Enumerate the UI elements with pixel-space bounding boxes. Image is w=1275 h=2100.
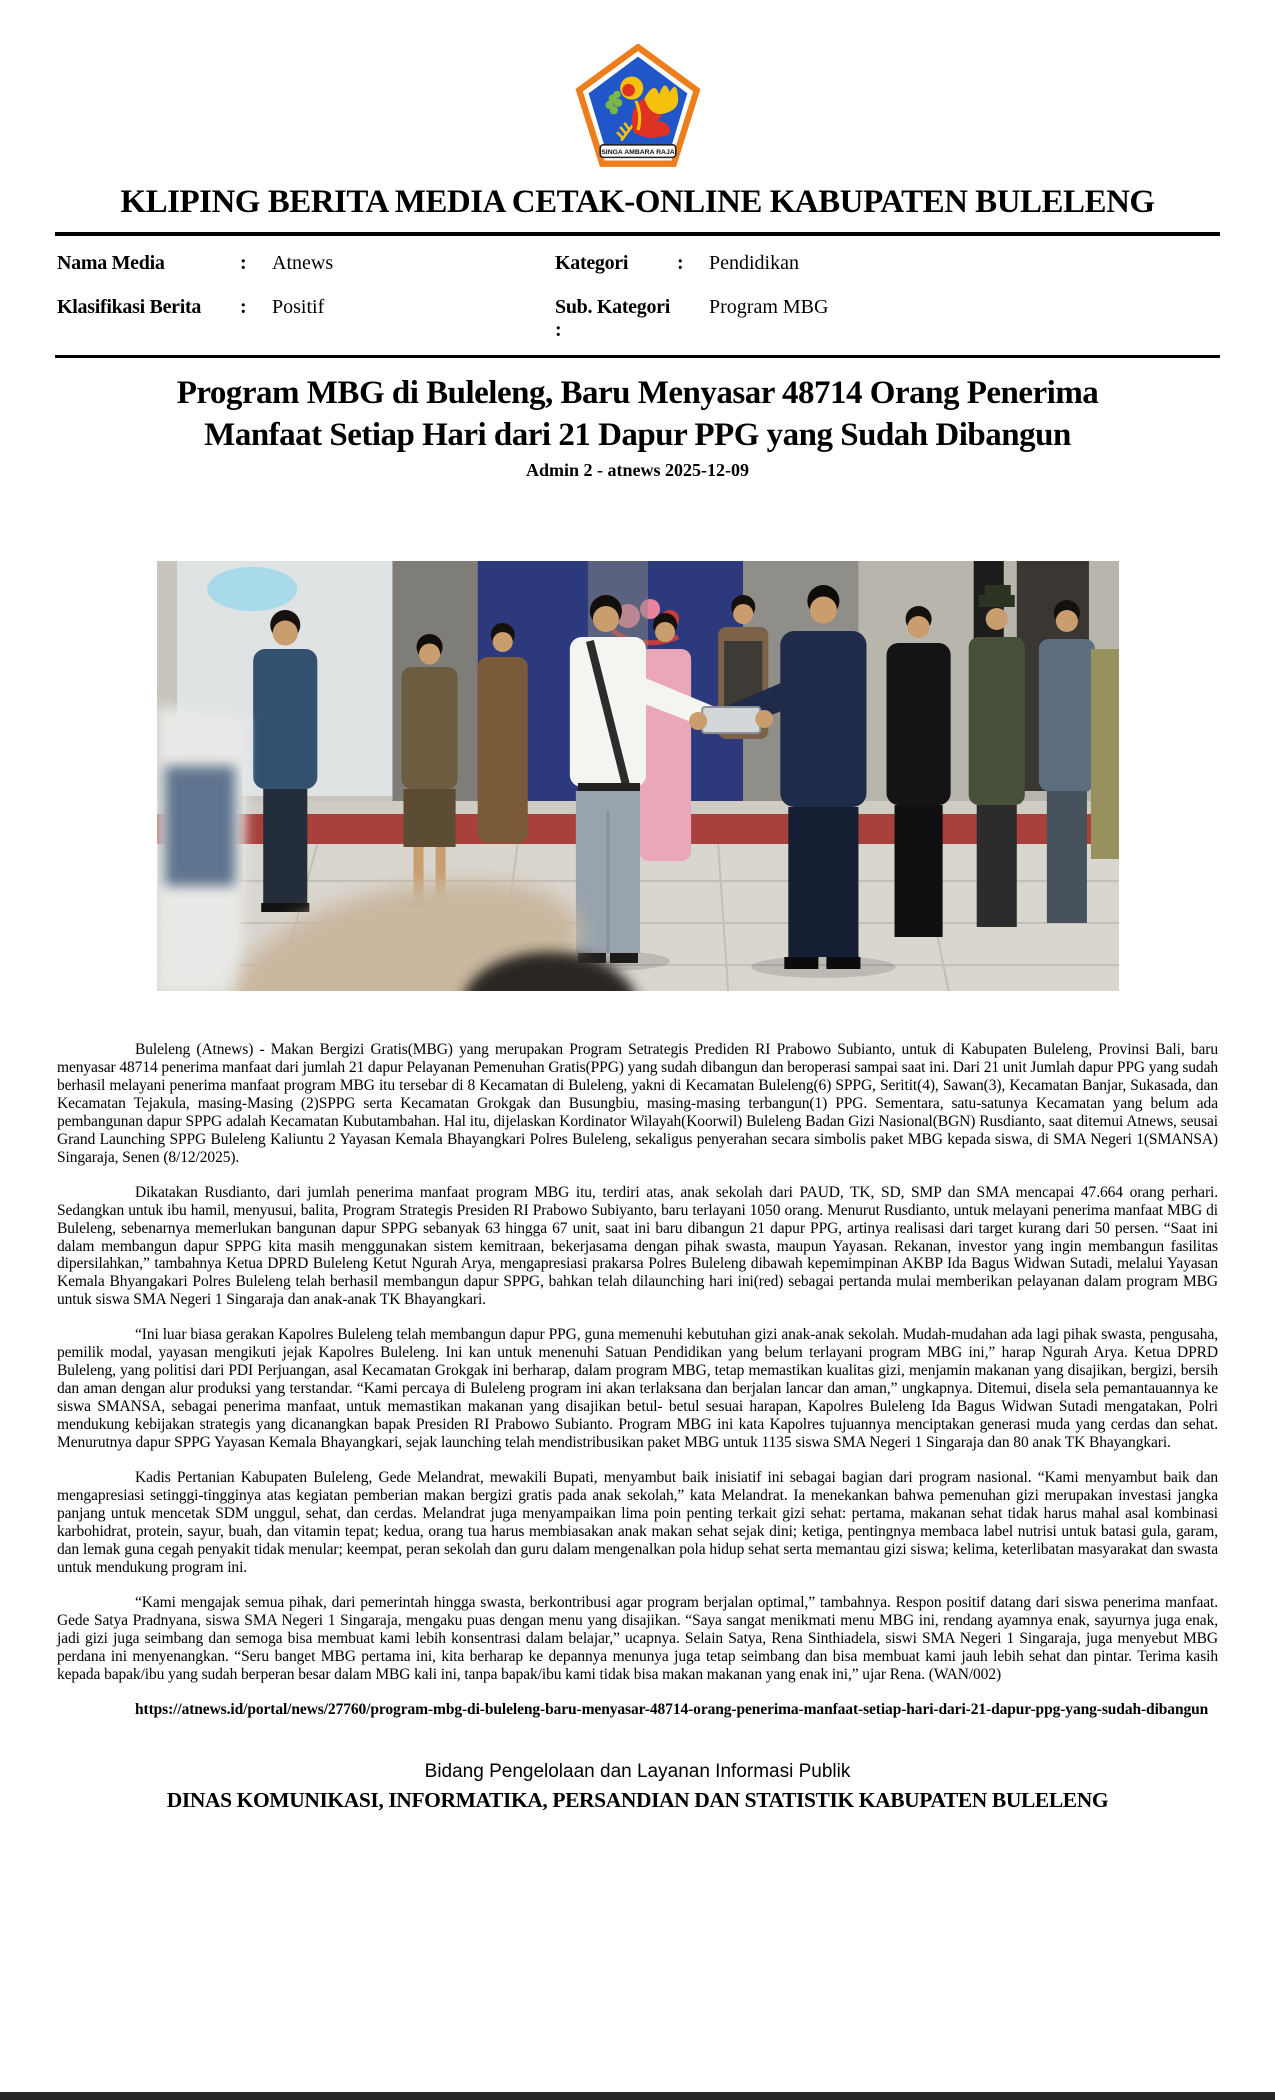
article-photo xyxy=(157,561,1119,991)
article-paragraph: Buleleng (Atnews) - Makan Bergizi Gratis(MBG) yang merupakan Program Setrategis Prediden RI Prabowo Subianto, untuk di Kabupaten Buleleng, Provinsi Bali, baru menyasar 48714 penerima manfaat dari jumlah 21 dapur Pelayanan Pemenuhan Gratis(PPG) yang sudah dibangun dan beroperasi sampai saat ini. Dari 21 unit Jumlah dapur PPG yang sudah berhasil melayani penerima manfaat program MBG itu tersebar di 8 Kecamatan di Buleleng, yakni di Kecamatan Buleleng(6) SPPG, Seritit(4), Sawan(3), Kecamatan Banjar, Sukasada, dan Kecamatan Tejakula, masing-Masing (2)SPPG serta Kecamatan Grokgak dan Busungbiu, masing-masing terbangun(1) PPG. Sementara, satu-satunya Kecamatan yang belum ada pembangunan dapur SPPG adalah Kecamatan Kubutambahan. Hal itu, dijelaskan Kordinator Wilayah(Koorwil) Buleleng Badan Gizi Nasional(BGN) Rusdianto, saat ditemui Atnews, seusai Grand Launching SPPG Buleleng Kaliuntu 2 Yayasan Kemala Bhayangkari Polres Buleleng, sekaligus penyerahan secara simbolis paket MBG kepada siswa, di SMA Negeri 1(SMANSA) Singaraja, Senen (8/12/2025). xyxy=(57,1040,1218,1166)
footer-division: Bidang Pengelolaan dan Layanan Informasi Publik xyxy=(424,1760,851,1782)
nama-media-label: Nama Media xyxy=(57,252,165,274)
footer-agency: DINAS KOMUNIKASI, INFORMATIKA, PERSANDIAN DAN STATISTIK KABUPATEN BULELENG xyxy=(166,1787,1109,1812)
article-byline: Admin 2 - atnews 2025-12-09 xyxy=(526,459,749,480)
kategori-label: Kategori xyxy=(555,252,629,274)
article-paragraph: Kadis Pertanian Kabupaten Buleleng, Gede Melandrat, mewakili Bupati, menyambut baik inisiatif ini sebagai bagian dari program nasional. “Kami menyambut baik dan mengapresiasi setinggi-tingginya atas kegiatan pemberian makan bergizi gratis pada anak sekolah,” kata Melandrat. Ia menekankan bahwa pemenuhan gizi merupakan investasi jangka panjang untuk mencetak SDM unggul, sehat, dan cerdas. Melandrat juga menyampaikan lima poin penting terkait gizi sehat: pertama, makanan sehat tidak harus mahal asal kombinasi karbohidrat, protein, sayur, buah, dan vitamin tepat; kedua, orang tua harus membiasakan anak makan sehat sejak dini; ketiga, pentingnya membaca label nutrisi untuk batasi gula, garam, dan lemak guna cegah penyakit tidak menular; keempat, peran sekolah dan guru dalam mengenalkan pola hidup sehat serta memantau gizi siswa; kelima, keterlibatan masyarakat dan swasta untuk mendukung program ini. xyxy=(57,1469,1218,1576)
page-bottom-edge xyxy=(0,2092,1275,2100)
article-paragraph: Dikatakan Rusdianto, dari jumlah penerima manfaat program MBG itu, terdiri atas, anak sekolah dari PAUD, TK, SD, SMP dan SMA mencapai 47.664 orang perhari. Sedangkan untuk ibu hamil, menyusui, balita, Program Strategis Presiden RI Prabowo Subiyanto, baru terlayani 1050 orang. Menurut Rusdianto, untuk melayani penerima manfaat MBG di Buleleng, sebenarnya memerlukan bangunan dapur SPPG sebanyak 63 hingga 67 unit, saat ini baru dibangun 21 dapur PPG, artinya realisasi dari target kurang dari 50 persen. “Saat ini dalam membangun dapur SPPG kita masih menggunakan sistem kemitraan, bekerjasama dengan pihak swasta, maupun Yayasan. Rekanan, investor yang ingin membangun fasilitas dipersilahkan,” tambahnya Ketua DPRD Buleleng Ketut Ngurah Arya, mengapresiasi prakarsa Polres Buleleng dibawah kepemimpinan AKBP Ida Bagus Widwan Sutadi, melalui Yayasan Kemala Bhyangakari Polres Buleleng telah berhasil membangun dapur SPPG, bahkan telah dilaunching hari ini(red) sebagai pertanda mulai memberikan pelayanan dalam program MBG untuk siswa SMA Negeri 1 Singaraja dan anak-anak TK Bhayangkari. xyxy=(57,1183,1218,1309)
logo-banner-text: SINGA AMBARA RAJA xyxy=(600,149,675,157)
article-body xyxy=(57,1041,1218,1719)
klasifikasi-label: Klasifikasi Berita xyxy=(57,296,202,318)
buleleng-coat-of-arms-icon xyxy=(572,44,704,170)
metadata-divider xyxy=(55,355,1220,358)
kategori-value: Pendidikan xyxy=(709,252,799,274)
nama-media-value: Atnews xyxy=(272,252,334,274)
klasifikasi-value: Positif xyxy=(272,296,325,318)
sub-kategori-value: Program MBG xyxy=(709,296,829,318)
header-divider xyxy=(55,232,1220,236)
kategori-colon: : xyxy=(677,252,684,274)
page-footer xyxy=(0,1761,1275,1813)
logo-container xyxy=(0,0,1275,170)
article-paragraph: “Ini luar biasa gerakan Kapolres Buleleng telah membangun dapur PPG, guna memenuhi kebutuhan gizi anak-anak sekolah. Mudah-mudahan ada lagi pihak swasta, pengusaha, pemilik modal, yayasan mengikuti jejak Kapolres Buleleng. Ini kan untuk menenuhi Satuan Pendidikan yang belum terlayani program MBG ini,” harap Ngurah Arya. Ketua DPRD Buleleng, yang politisi dari PDI Perjuangan, asal Kecamatan Grokgak ini berharap, dalam program MBG, tetap memastikan kualitas gizi, menjamin makanan yang disajikan, bergizi, bersih dan aman dengan alur produksi yang terstandar. “Kami percaya di Buleleng program ini akan terlaksana dan berjalan lancar dan aman,” ungkapnya. Ditemui, disela sela pemantauannya ke siswa SMANSA, sebagai penerima manfaat, untuk memastikan makanan yang disajikan betul- betul sesuai harapan, Kapolres Buleleng Ida Bagus Widwan Sutadi mengatakan, Polri mendukung kebijakan strategis yang dicanangkan bapak Presiden RI Prabowo Subianto. Program MBG ini kata Kapolres tujuannya menciptakan generasi muda yang cerdas dan sehat. Menurutnya dapur SPPG Yayasan Kemala Bhayangkari, sejak launching telah mendistribusikan paket MBG untuk 1135 siswa SMA Negeri 1 Singaraja dan 80 anak TK Bhayangkari. xyxy=(57,1326,1218,1452)
article-source-url[interactable]: https://atnews.id/portal/news/27760/program-mbg-di-buleleng-baru-menyasar-48714-orang-penerima-manfaat-setiap-hari-dari-21-dapur-ppg-yang-sudah-dibangun xyxy=(135,1700,1209,1718)
metadata-table xyxy=(57,252,1218,342)
page-title: KLIPING BERITA MEDIA CETAK-ONLINE KABUPATEN BULELENG xyxy=(120,184,1155,220)
nama-media-colon: : xyxy=(240,252,247,274)
article-title: Program MBG di Buleleng, Baru Menyasar 48714 Orang Penerima Manfaat Setiap Hari dari 21 Dapur PPG yang Sudah Dibangun xyxy=(176,375,1099,453)
photo-container xyxy=(0,561,1275,991)
sub-kategori-label: Sub. Kategori : xyxy=(555,296,670,341)
article-paragraph: “Kami mengajak semua pihak, dari pemerintah hingga swasta, berkontribusi agar program berjalan optimal,” tambahnya. Respon positif datang dari siswa penerima manfaat. Gede Satya Pradnyana, siswa SMA Negeri 1 Singaraja, mengaku puas dengan menu yang disajikan. “Saya sangat menikmati menu MBG ini, rendang ayamnya enak, sayurnya juga enak, jadi gizi juga seimbang dan semoga bisa membuat kami lebih konsentrasi dalam belajar,” ucapnya. Selain Satya, Rena Sinthiadela, siswi SMA Negeri 1 Singaraja, juga menyebut MBG perdana ini menyenangkan. “Seru banget MBG pertama ini, kita berharap ke depannya menunya juga tetap seimbang dan bisa membuat kami jauh lebih sehat dan pintar. Terima kasih kepada bapak/ibu yang sudah berperan besar dalam MBG kali ini, tanpa bapak/ibu kami tidak bisa makan makanan yang enak ini,” ujar Rena. (WAN/002) xyxy=(57,1593,1218,1683)
klasifikasi-colon: : xyxy=(240,296,247,318)
